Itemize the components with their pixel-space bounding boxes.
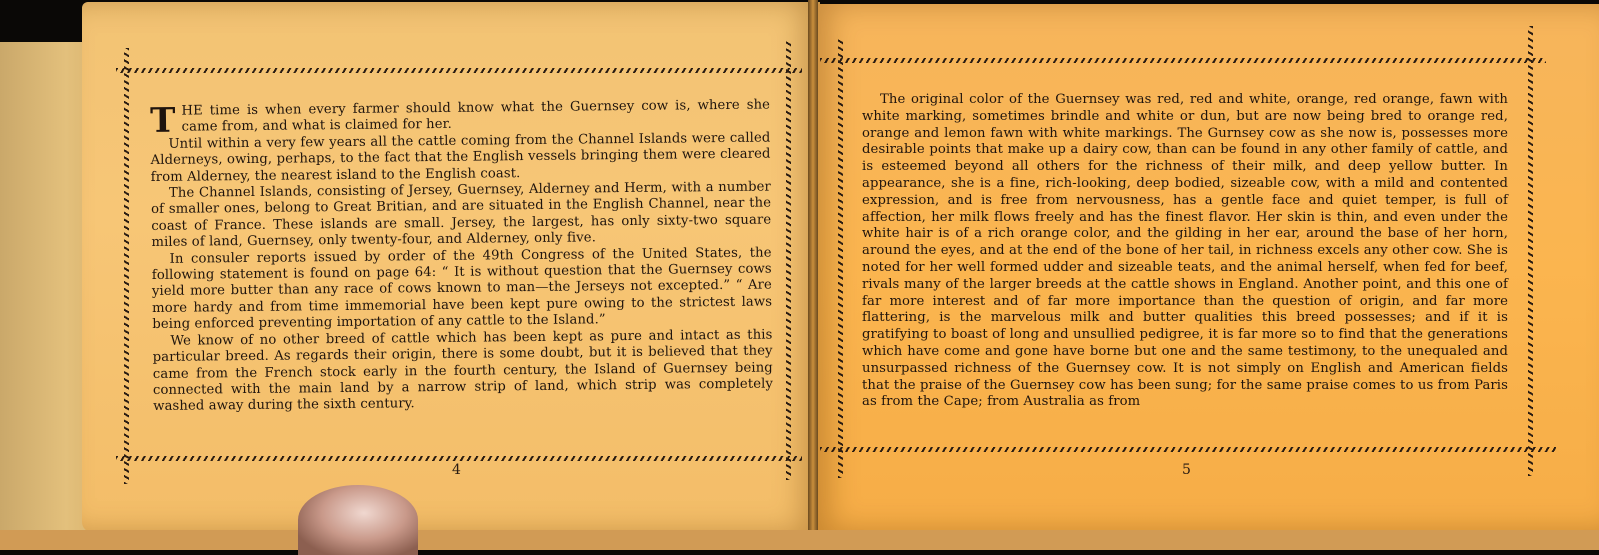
thumb xyxy=(298,485,418,555)
left-border-bottom xyxy=(116,456,802,461)
right-border-bottom xyxy=(820,447,1556,452)
paragraph: The original color of the Guernsey was red, red and white, orange, red orange, fawn with white marking, sometimes brindle and white or dun, but are now being bred to orange red, orange and lemon fawn with white markings. The Gurnsey cow as she now is, possesses more desirable points that make up a dairy cow, than can be found in any other family of cattle, and is esteemed beyond all others for the richness of their milk, and deep yellow butter. In appearance, she is a fine, rich-looking, deep bodied, sizeable cow, with a mild and contented expression, and is free from nervousness, has a gentle face and quiet temper, is full of affection, her milk flows freely and has the finest flavor. Her skin is thin, and even under the white hair is of a rich orange color, and the gilding in her ear, around the base of her horn, around the eyes, and at the end of the bone of her tail, in richness excels any other cow. She is noted for her well formed udder and sizeable teats, and the animal herself, when fed for beef, rivals many of the larger breeds at the cattle shows in England. Another point, and this one of far more interest and of far more importance than the question of origin, and far more flattering, is the marvelous milk and butter qualities this breed possesses; and if it is gratifying to boast of long and unsullied pedigree, it is far more so to find that the generations which have come and gone have borne but one and the same testimony, to the unequaled and unsurpassed richness of the Guernsey cow. It is not simply on English and American fields that the praise of the Guernsey cow has been sung; for the same praise comes to us from Paris as from the Cape; from Australia as from xyxy=(862,92,1508,410)
right-page-text xyxy=(862,92,1508,411)
left-page-text xyxy=(150,98,773,416)
page-number-right: 5 xyxy=(1182,462,1191,478)
drop-cap: T xyxy=(149,100,176,141)
right-border-left xyxy=(838,38,843,478)
page-bottom-edge xyxy=(0,530,1599,550)
paragraph: In consuler reports issued by order of the 49th Congress of the United States, the following statement is found on page 64: “ It is without question that the Guernsey cows yield more butter than any race of cows known to man—the Jerseys not excepted.” “ Are more hardy and from time immemorial have been kept pure owing to the strictest laws being enforced preventing importation of any cattle to the Island.” xyxy=(151,245,773,333)
paragraph: We know of no other breed of cattle which has been kept as pure and intact as this particular breed. As regards their origin, there is some doubt, but it is believed that they came from the French stock early in the fourth century, the Island of Guernsey being connected with the main land by a narrow strip of land, which strip was completely washed away during the sixth century. xyxy=(152,327,774,415)
page-number-left: 4 xyxy=(452,462,461,478)
left-border-top xyxy=(116,68,802,73)
left-border-right xyxy=(786,40,791,480)
right-border-right xyxy=(1528,26,1533,476)
book-binding xyxy=(808,0,818,550)
intro-text: HE time is when every farmer should know what the Guernsey cow is, where she came from, and what is claimed for her. xyxy=(181,97,771,136)
paragraph: Until within a very few years all the cattle coming from the Channel Islands were called Alderneys, owing, perhaps, to the fact that the English vessels bringing them were cleared from Alderney, the nearest island to the English coast. xyxy=(150,130,771,185)
right-border-top xyxy=(820,58,1546,63)
paragraph: The Channel Islands, consisting of Jersey, Guernsey, Alderney and Herm, with a number of smaller ones, belong to Great Britian, and are situated in the English Channel, near the coast of France. These islands are small. Jersey, the largest, has only sixty-two square miles of land, Guernsey, only twenty-four, and Alderney, only five. xyxy=(151,179,772,251)
left-border-left xyxy=(124,48,129,484)
